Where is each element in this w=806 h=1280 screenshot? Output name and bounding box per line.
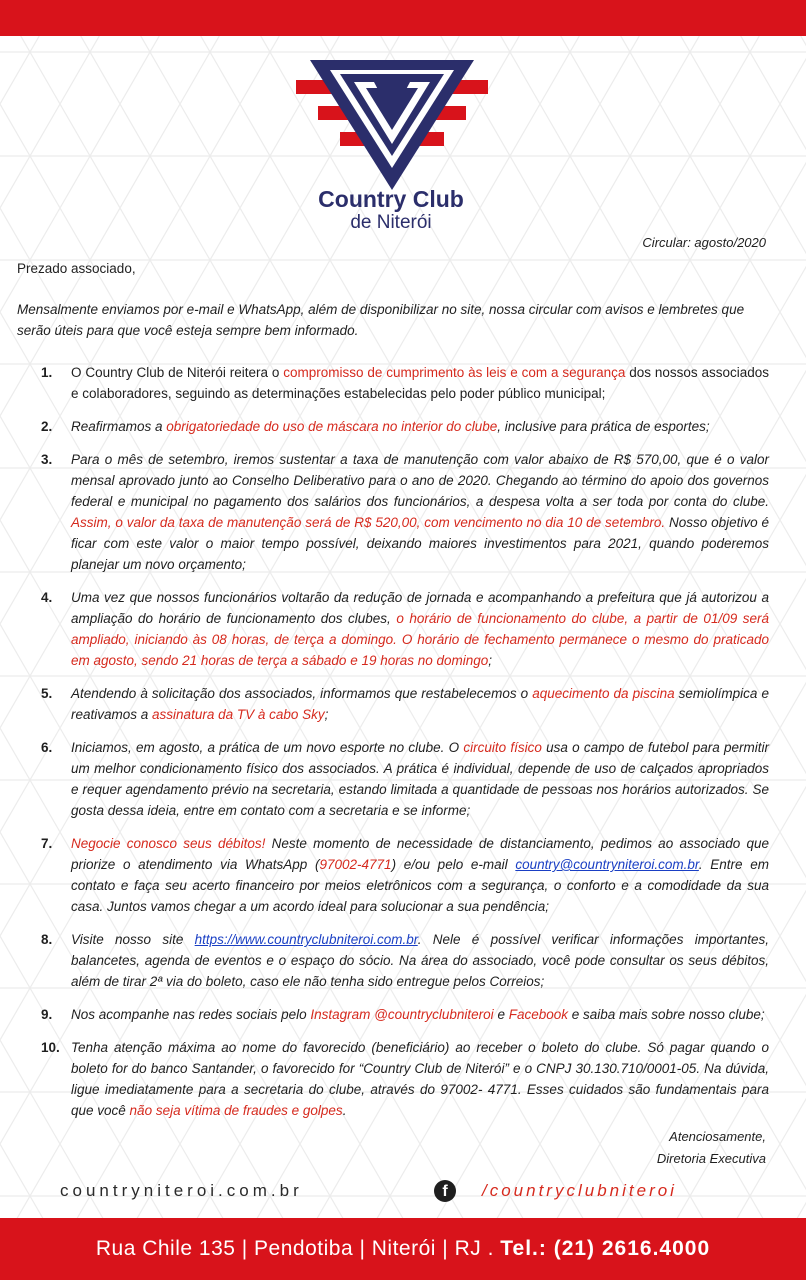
notice-list	[17, 362, 769, 1133]
item-text: Para o mês de setembro, iremos sustentar a taxa de manutenção com valor abaixo de R$ 570,00, que é o valor mensal aprovado junto ao Conselho Deliberativo para o ano de 2020. Chegando ao término do apoio dos governos federal e municipal no pagamento dos salários dos funcionários, a despesa volta a ser toda por conta do clube. Assim, o valor da taxa de manutenção será de R$ 520,00, com vencimento no dia 10 de setembro. Nosso objetivo é ficar com este valor o maior tempo possível, deixando maiores investimentos para 2021, quando poderemos planejar um novo orçamento;	[71, 452, 770, 572]
highlight-text: não seja vítima de fraudes e golpes	[129, 1103, 343, 1118]
item-text: Nos acompanhe nas redes sociais pelo Instagram @countryclubniteroi e Facebook e saiba mais sobre nosso clube;	[71, 1007, 765, 1022]
item-text: Uma vez que nossos funcionários voltarão da redução de jornada e acompanhando a prefeitura que já autorizou a ampliação do horário de funcionamento dos clubes, o horário de funcionamento do clube, a partir de 01/09 será ampliado, iniciando às 08 horas, de terça a domingo. O horário de fechamento permanece o mesmo do praticado em agosto, sendo 21 horas de terça a sábado e 19 horas no domingo;	[71, 590, 769, 668]
club-logo-icon	[296, 58, 488, 194]
facebook-icon: f	[434, 1180, 456, 1202]
intro-paragraph: Mensalmente enviamos por e-mail e WhatsApp, além de disponibilizar no site, nossa circular com avisos e lembretes que serão úteis para que você esteja sempre bem informado.	[17, 302, 745, 338]
item-text: Visite nosso site https://www.countryclubniteroi.com.br. Nele é possível verificar informações importantes, balancetes, agenda de eventos e o espaço do sócio. Na área do associado, você pode consultar os seus débitos, além de tirar 2ª via do boleto, caso ele não tenha sido entregue pelos Correios;	[71, 932, 770, 989]
item-number: 6.	[41, 740, 53, 755]
item-number: 4.	[41, 590, 53, 605]
list-item	[17, 449, 769, 575]
brand-name: Country Club	[318, 186, 464, 212]
item-number: 2.	[41, 419, 53, 434]
highlight-text: Negocie conosco seus débitos!	[71, 836, 266, 851]
email-link[interactable]: country@countryniteroi.com.br	[515, 857, 699, 872]
list-item	[17, 416, 769, 437]
item-text: Tenha atenção máxima ao nome do favorecido (beneficiário) ao receber o boleto do clube. Só pagar quando o boleto for do banco Santander, o favorecido for “Country Club de Niterói” e o CNPJ 30.130.710/0001-05. Na dúvida, ligue imediatamente para a secretaria do clube, através do 97002- 4771. Esses cuidados são fundamentais para que você não seja vítima de fraudes e golpes.	[71, 1040, 769, 1118]
list-item	[17, 683, 769, 725]
list-item	[17, 587, 769, 671]
item-number: 8.	[41, 932, 53, 947]
highlight-text: assinatura da TV à cabo Sky	[152, 707, 325, 722]
highlight-text: o horário de funcionamento do clube, a partir de 01/09 será ampliado, iniciando às 08 horas, de terça a domingo. O horário de fechamento permanece o mesmo do praticado em agosto, sendo 21 horas de terça a sábado e 19 horas no domingo	[71, 611, 769, 668]
website-link[interactable]: https://www.countryclubniteroi.com.br	[194, 932, 418, 947]
item-number: 7.	[41, 836, 53, 851]
item-number: 9.	[41, 1007, 53, 1022]
highlight-text: aquecimento da piscina	[532, 686, 675, 701]
item-number: 5.	[41, 686, 53, 701]
list-item	[17, 1004, 769, 1025]
item-number: 10.	[41, 1040, 60, 1055]
list-item	[17, 1037, 769, 1121]
item-text: O Country Club de Niterói reitera o compromisso de cumprimento às leis e com a segurança dos nossos associados e colaboradores, seguindo as determinações estabelecidas pelo poder público municipal;	[71, 365, 769, 401]
item-number: 3.	[41, 452, 53, 467]
list-item	[17, 833, 769, 917]
closing-signature	[657, 1126, 766, 1170]
greeting: Prezado associado,	[17, 261, 136, 276]
brand-subtitle: de Niterói	[350, 212, 432, 233]
footer-phone: Tel.: (21) 2616.4000	[500, 1237, 711, 1260]
signature-line: Diretoria Executiva	[656, 1151, 766, 1166]
list-item	[17, 929, 769, 992]
circular-date: Circular: agosto/2020	[642, 235, 766, 250]
highlight-text: compromisso de cumprimento às leis e com a segurança	[283, 365, 626, 380]
footer-address: Rua Chile 135 | Pendotiba | Niterói | RJ . Tel.: (21) 2616.4000	[95, 1237, 711, 1260]
highlight-text: obrigatoriedade do uso de máscara no interior do clube	[166, 419, 498, 434]
item-text: Iniciamos, em agosto, a prática de um novo esporte no clube. O circuito físico usa o campo de futebol para permitir um melhor condicionamento físico dos associados. A prática é individual, depende de uso de calçados apropriados e requer agendamento prévio na secretaria, estando limitada a quantidade de pessoas nos horários autorizados. Se gosta dessa ideia, entre em contato com a secretaria e se informe;	[71, 740, 769, 818]
highlight-text: circuito físico	[463, 740, 542, 755]
highlight-text: Assim, o valor da taxa de manutenção será de R$ 520,00, com vencimento no dia 10 de setembro.	[71, 515, 666, 530]
whatsapp-number: 97002-4771	[319, 857, 392, 872]
item-text: Atendendo à solicitação dos associados, informamos que restabelecemos o aquecimento da piscina semiolímpica e reativamos a assinatura da TV à cabo Sky;	[71, 686, 769, 722]
footer-website: countryniteroi.com.br	[60, 1181, 303, 1200]
facebook-text: Facebook	[508, 1007, 568, 1022]
footer-social-handle: /countryclubniteroi	[482, 1181, 677, 1200]
item-text: Negocie conosco seus débitos! Neste momento de necessidade de distanciamento, pedimos ao associado que priorize o atendimento via WhatsApp (97002-4771) e/ou pelo e-mail country@countryniteroi.com.br. Entre em contato e faça seu acerto financeiro por meios eletrônicos com a segurança, o conforto e a comodidade da sua casa. Juntos vamos chegar a um acordo ideal para solucionar a sua pendência;	[71, 836, 769, 914]
closing-line: Atenciosamente,	[669, 1129, 766, 1144]
item-number: 1.	[41, 365, 53, 380]
instagram-handle: Instagram @countryclubniteroi	[310, 1007, 494, 1022]
list-item	[17, 737, 769, 821]
list-item	[17, 362, 769, 404]
item-text: Reafirmamos a obrigatoriedade do uso de máscara no interior do clube, inclusive para prática de esportes;	[71, 419, 710, 434]
